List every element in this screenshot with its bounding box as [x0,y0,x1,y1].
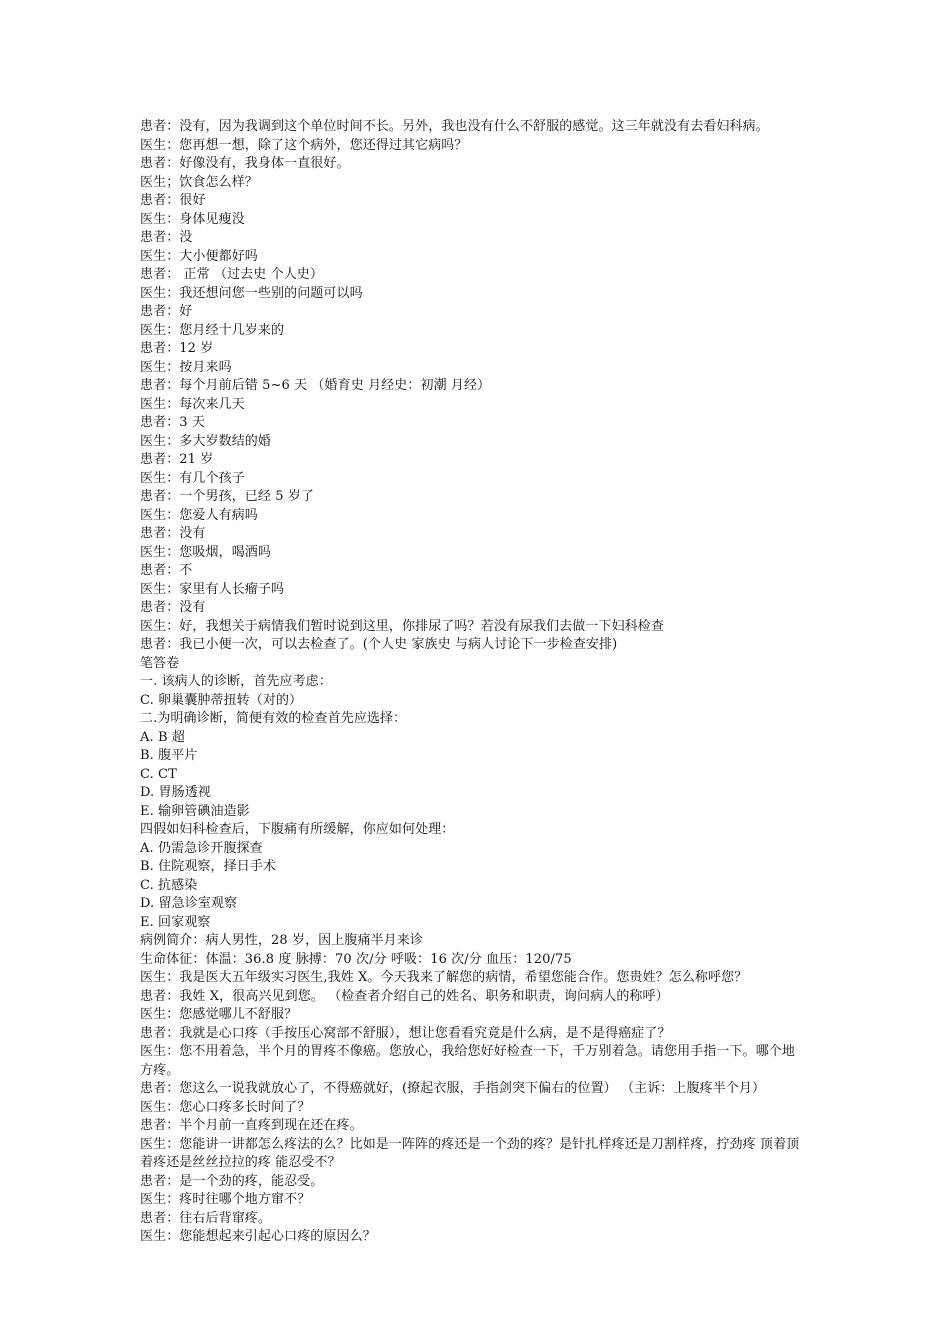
text-line: 医生：每次来几天 [140,396,245,412]
text-line: B. 住院观察，择日手术 [140,859,277,874]
text-line: 患者： 正常 （过去史 个人史） [140,267,323,282]
text-line: 医生：您能想起来引起心口疼的原因么？ [140,1229,376,1244]
text-line: 医生：大小便都好吗 [140,248,258,264]
text-line: 医生：您不用着急，半个月的胃疼不像癌。您放心，我给您好好检查一下，千万别着急。请您用手指一下。哪个地 [140,1044,796,1059]
text-line: 患者：好像没有，我身体一直很好。 [140,156,350,171]
text-line: 患者：没有，因为我调到这个单位时间不长。另外，我也没有什么不舒服的感觉。这三年就没有去看妇科病。 [140,119,769,134]
text-line: 医生：您吸烟，喝酒吗 [140,544,272,560]
text-line: 医生：我还想问您一些别的问题可以吗 [140,285,363,301]
text-line: 医生：身体见瘦没 [140,211,245,227]
text-line: 医生：您心口疼多长时间了？ [140,1099,311,1115]
text-line: C. 卵巢囊肿蒂扭转（对的） [140,692,303,708]
text-line: 着疼还是丝丝拉拉的疼 能忍受不？ [140,1155,341,1170]
text-line: 一. 该病人的诊断，首先应考虑： [140,674,332,689]
text-line: 患者：是一个劲的疼，能忍受。 [140,1173,324,1189]
text-line: 笔答卷 [140,655,180,671]
text-line: E. 输卵管碘油造影 [140,803,250,819]
text-line: B. 腹平片 [140,748,198,763]
text-line: 患者：很好 [140,193,206,208]
text-line: 方疼。 [140,1062,180,1078]
text-line: 患者：半个月前一直疼到现在还在疼。 [140,1118,363,1133]
text-line: C. CT [140,766,177,782]
document-page [140,118,870,1247]
text-line: 医生；饮食怎么样？ [140,174,258,190]
text-line: 医生：您能讲一讲都怎么疼法的么？比如是一阵阵的疼还是一个劲的疼？是针扎样疼还是刀割样疼，拧劲疼 顶着顶 [140,1136,800,1152]
text-line: 患者：好 [140,304,193,319]
text-line: 二.为明确诊断，简便有效的检查首先应选择： [140,711,407,726]
text-line: 医生：您再想一想，除了这个病外，您还得过其它病吗？ [140,137,468,153]
text-line: 医生：按月来吗 [140,359,232,375]
text-line: A. 仍需急诊开腹探查 [140,840,263,856]
text-line: E. 回家观察 [140,914,211,930]
text-line: 医生：您爱人有病吗 [140,507,258,523]
text-line: 患者：不 [140,563,193,578]
text-line: 医生：家里有人长瘤子吗 [140,581,285,597]
text-line: 生命体征：体温：36.8 度 脉搏：70 次/分 呼吸：16 次/分 血压：120/75 [140,951,572,967]
text-line: 患者：往右后背窜疼。 [140,1210,272,1226]
text-line: 患者：没有 [140,600,206,615]
text-line: 医生：您月经十几岁来的 [140,322,285,338]
text-line: 患者：我姓 X，很高兴见到您。 （检查者介绍自己的姓名、职务和职责，询问病人的称呼） [140,988,669,1004]
text-line: 患者：12 岁 [140,341,214,356]
text-line: 医生：多大岁数结的婚 [140,433,272,449]
text-line: 医生：我是医大五年级实习医生,我姓 X。今天我来了解您的病情，希望您能合作。您贵姓？怎么称呼您？ [140,970,748,985]
text-line: C. 抗感染 [140,877,198,893]
text-line: 患者：一个男孩，已经 5 岁了 [140,489,315,504]
text-line: 医生：疼时往哪个地方窜不？ [140,1192,311,1207]
text-line: 患者：21 岁 [140,452,214,467]
text-line: 病例简介：病人男性，28 岁，因上腹痛半月来诊 [140,933,423,948]
text-line: 医生：您感觉哪儿不舒服？ [140,1007,298,1022]
text-line: 患者：您这么一说我就放心了，不得癌就好，(撩起衣服，手指剑突下偏右的位置） （主诉：上腹疼半个月） [140,1081,766,1096]
text-line: 医生：好，我想关于病情我们暂时说到这里，你排尿了吗？若没有尿我们去做一下妇科检查 [140,618,665,634]
text-line: 患者：每个月前后错 5~6 天 （婚育史 月经史：初潮 月经） [140,378,491,393]
text-line: 患者：我就是心口疼（手按压心窝部不舒服），想让您看看究竟是什么病，是不是得癌症了？ [140,1025,671,1041]
text-line: 患者：3 天 [140,415,206,430]
text-line: 患者：没有 [140,526,206,541]
text-line: 四假如妇科检查后，下腹痛有所缓解，你应如何处理： [140,822,455,837]
text-line: A. B 超 [140,729,185,745]
text-line: D. 胃肠透视 [140,785,211,800]
text-line: 患者：没 [140,230,193,245]
text-line: D. 留急诊室观察 [140,896,238,911]
text-line: 医生：有几个孩子 [140,470,245,486]
text-line: 患者：我已小便一次，可以去检查了。(个人史 家族史 与病人讨论下一步检查安排) [140,637,618,652]
